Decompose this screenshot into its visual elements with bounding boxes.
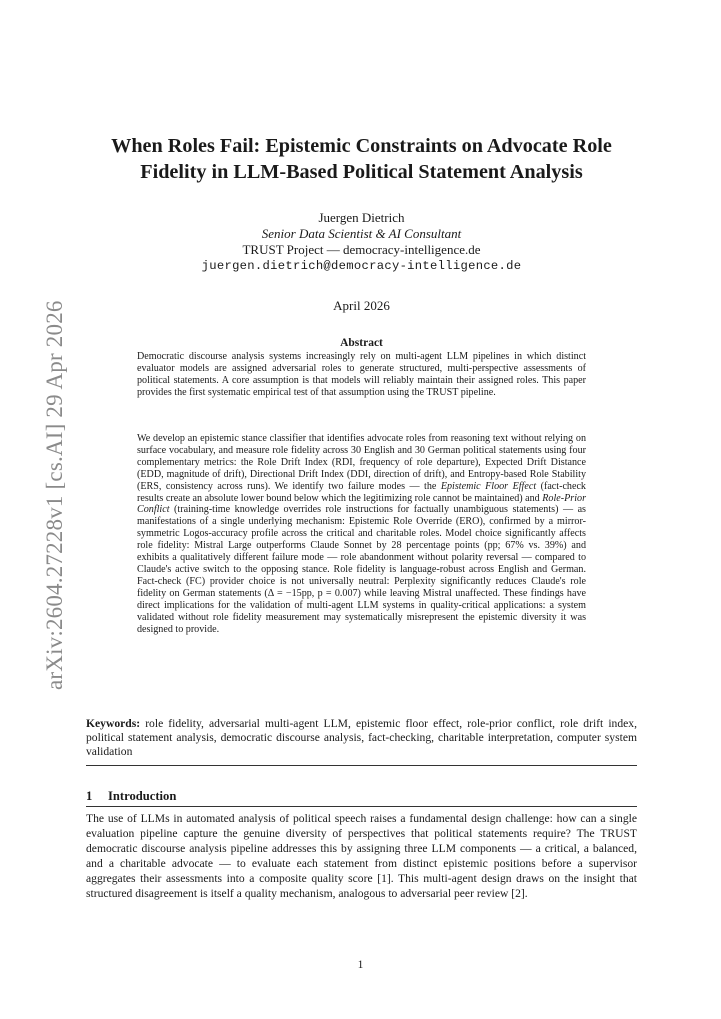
author-block (86, 210, 637, 274)
title-line-1: When Roles Fail: Epistemic Constraints on Advocate Role (111, 135, 612, 157)
title-line-2: Fidelity in LLM-Based Political Statement Analysis (140, 161, 583, 183)
abstract-p2-part-c: (training-time knowledge overrides role instructions for factually unambiguous statements) — as manifestations of a single underlying mechanism: Epistemic Role Override (ERO), confirmed by a mirror-symmetric Logos-accuracy profile across the critical and charitable roles. Model choice significantly affects role fidelity: Mistral Large outperforms Claude Sonnet by 28 percentage points (pp; 67% vs. 39%) and exhibits a qualitatively different failure mode — role abandonment without polarity reversal — compared to Claude's active switch to the opposing stance. Role fidelity is language-robust across English and German. Fact-check (FC) provider choice is not universally neutral: Perplexity significantly reduces Claude's role fidelity on German statements (Δ = −15pp, p = 0.007) while leaving Mistral unaffected. These findings have direct implications for the validation of multi-agent LLM systems in quality-critical applications: a system validated without role fidelity measurement may systematically misrepresent the epistemic diversity it was designed to provide. (137, 504, 586, 635)
keywords-rule (86, 765, 637, 766)
keywords-label: Keywords: (86, 717, 141, 730)
abstract-p2-part-a: We develop an epistemic stance classifier that identifies advocate roles from reasoning text without relying on surface vocabulary, and measure role fidelity across 30 English and 30 German political statements using four complementary metrics: the Role Drift Index (RDI, frequency of role departure), Expected Drift Distance (EDD, magnitude of drift), Directional Drift Index (DDI, direction of drift), and Entropy-based Role Stability (ERS, consistency across runs). We identify two failure modes — the (137, 433, 586, 492)
section-heading (86, 789, 637, 804)
abstract-paragraph-1: Democratic discourse analysis systems increasingly rely on multi-agent LLM pipelines in which distinct evaluator models are assigned adversarial roles to generate structured, multi-perspective assessments of political statements. A core assumption is that models will reliably maintain their assigned roles. This paper provides the first systematic empirical test of that assumption using the TRUST pipeline. (137, 351, 586, 398)
paper-date: April 2026 (333, 298, 390, 313)
abstract-p2-part-b: (fact-check results create an absolute lower bound below which the legitimizing role cannot be maintained) and (137, 480, 586, 504)
arxiv-id: arXiv:2604.27228v1 [cs.AI] 29 Apr 2026 (42, 300, 67, 690)
author-name: Juergen Dietrich (318, 210, 405, 225)
abstract-heading: Abstract (340, 337, 383, 349)
abstract-paragraph-2 (137, 433, 586, 635)
epistemic-floor-effect-term: Epistemic Floor Effect (440, 480, 537, 492)
author-email: juergen.dietrich@democracy-intelligence.de (201, 259, 522, 273)
section-number: 1 (86, 789, 93, 803)
section-title: Introduction (108, 789, 177, 803)
keywords (86, 717, 637, 759)
section-rule (86, 806, 637, 807)
author-project: TRUST Project — democracy-intelligence.de (242, 242, 481, 257)
paper-title (86, 133, 637, 185)
arxiv-sidebar-stamp (22, 300, 67, 690)
introduction-paragraph: The use of LLMs in automated analysis of political speech raises a fundamental design challenge: how can a single evaluation pipeline capture the genuine diversity of perspectives that political statements require? The TRUST democratic discourse analysis pipeline addresses this by assigning three LLM components — a critical, a balanced, and a charitable advocate — to evaluate each statement from distinct epistemic positions before a supervisor aggregates their assessments into a composite quality score [1]. This multi-agent design draws on the insight that structured disagreement is itself a quality mechanism, analogous to adversarial peer review [2]. (86, 812, 637, 901)
role-prior-conflict-term: Role-Prior Conflict (137, 492, 586, 516)
author-role: Senior Data Scientist & AI Consultant (261, 226, 462, 241)
keywords-text: role fidelity, adversarial multi-agent LLM, epistemic floor effect, role-prior conflict, role drift index, political statement analysis, democratic discourse analysis, fact-checking, charitable interpretation, computer system validation (86, 717, 637, 758)
page-number: 1 (357, 959, 364, 971)
